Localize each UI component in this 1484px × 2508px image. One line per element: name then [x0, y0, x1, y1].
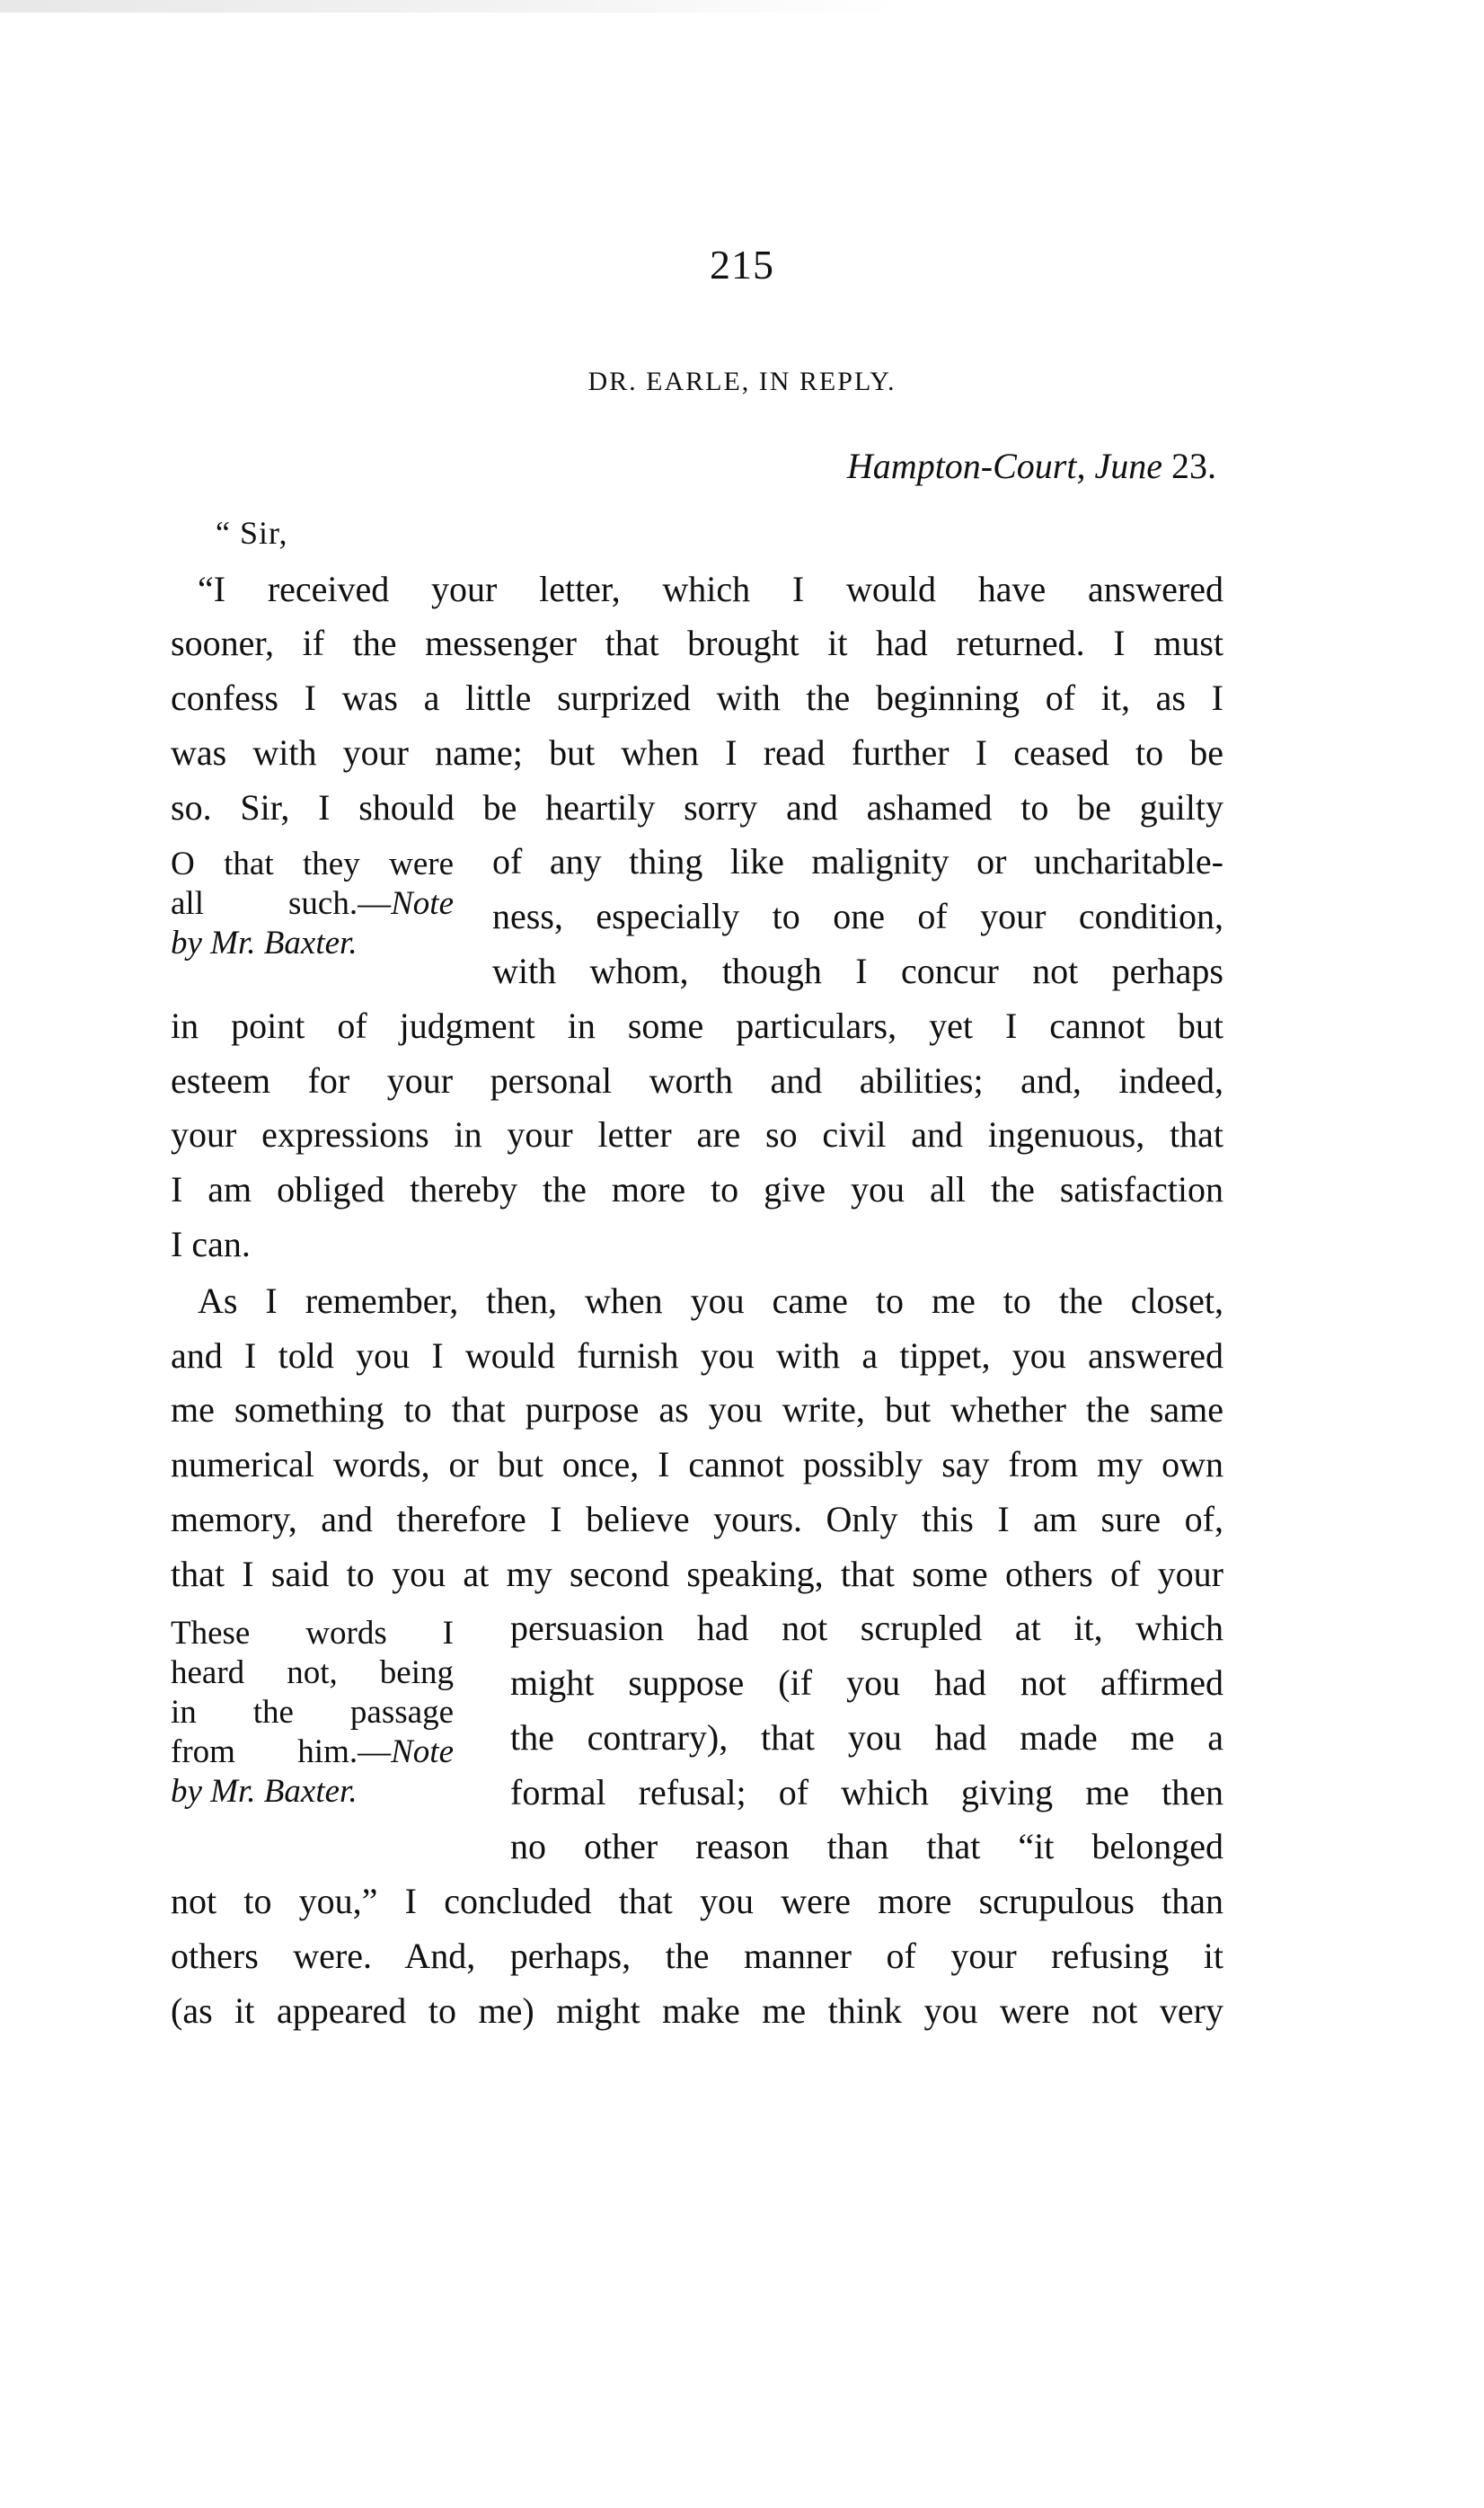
margin-note-line	[171, 884, 454, 924]
salutation: “ Sir,	[216, 515, 288, 551]
body-line: esteem for your personal worth and abilities; and, indeed,	[171, 1060, 1223, 1101]
page-number: 215	[710, 242, 774, 288]
margin-note-line: These words I	[171, 1615, 454, 1652]
body-line: your expressions in your letter are so civil and ingenuous, that	[171, 1114, 1223, 1155]
body-line: memory, and therefore I believe yours. Only this I am sure of,	[171, 1499, 1223, 1539]
margin-note-attribution: by Mr. Baxter.	[171, 925, 358, 962]
margin-note	[171, 845, 454, 963]
body-line: others were. And, perhaps, the manner of your refusing it	[171, 1936, 1223, 1976]
body-line: I am obliged thereby the more to give you all the satisfaction	[171, 1169, 1223, 1210]
body-line: the contrary), that you had made me a	[510, 1717, 1223, 1758]
margin-note-line: O that they were	[171, 846, 454, 882]
body-line: sooner, if the messenger that brought it had returned. I must	[171, 623, 1223, 663]
body-line: numerical words, or but once, I cannot possibly say from my own	[171, 1444, 1223, 1484]
body-line: in point of judgment in some particulars, yet I cannot but	[171, 1006, 1223, 1046]
body-line: formal refusal; of which giving me then	[510, 1772, 1223, 1812]
body-line: “I received your letter, which I would have answered	[198, 569, 1223, 609]
dateline	[847, 445, 1216, 487]
body-line: no other reason than that “it belonged	[510, 1826, 1223, 1866]
section-heading: DR. EARLE, IN REPLY.	[587, 367, 897, 396]
margin-note-note-word: Note	[391, 1733, 454, 1770]
margin-note-line: in the passage	[171, 1694, 454, 1731]
body-line: was with your name; but when I read further I ceased to be	[171, 732, 1223, 773]
body-line: confess I was a little surprized with the beginning of it, as I	[171, 678, 1223, 718]
dateline-place: Hampton-Court, June	[846, 446, 1162, 486]
body-line: not to you,” I concluded that you were more scrupulous than	[171, 1881, 1223, 1921]
margin-note-line	[171, 1733, 454, 1772]
body-line: that I said to you at my second speaking, that some others of your	[171, 1554, 1223, 1594]
body-line: so. Sir, I should be heartily sorry and ashamed to be guilty	[171, 787, 1223, 828]
body-line: of any thing like malignity or uncharitable-	[492, 841, 1223, 882]
body-line: (as it appeared to me) might make me think you were not very	[171, 1990, 1223, 2031]
dateline-day: 23.	[1171, 446, 1216, 486]
body-line: ness, especially to one of your condition,	[492, 896, 1223, 936]
body-line: and I told you I would furnish you with a tippet, you answered	[171, 1335, 1223, 1376]
margin-note	[171, 1614, 454, 1812]
body-line: I can.	[171, 1224, 251, 1264]
body-line: with whom, though I concur not perhaps	[492, 951, 1223, 991]
margin-note-attribution: by Mr. Baxter.	[171, 1773, 358, 1810]
margin-note-line: heard not, being	[171, 1654, 454, 1691]
body-line: might suppose (if you had not affirmed	[510, 1662, 1223, 1703]
margin-note-text: all such.—	[171, 885, 392, 922]
body-line: persuasion had not scrupled at it, which	[510, 1608, 1223, 1648]
scan-edge	[0, 0, 898, 13]
body-line: me something to that purpose as you write, but whether the same	[171, 1389, 1223, 1430]
body-line: As I remember, then, when you came to me to the closet,	[198, 1281, 1223, 1321]
margin-note-note-word: Note	[391, 885, 454, 922]
margin-note-text: from him.—	[171, 1733, 392, 1770]
